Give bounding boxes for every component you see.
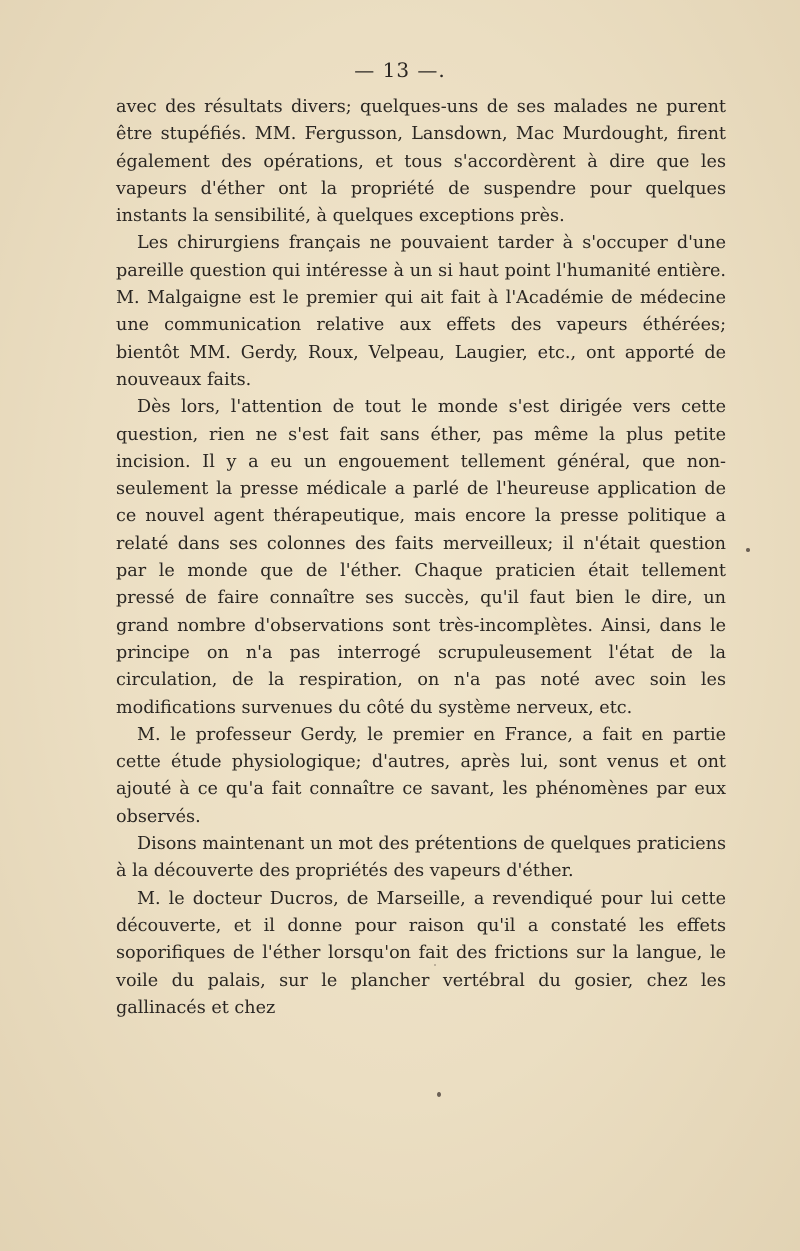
paragraph-3: Dès lors, l'attention de tout le monde s'est dirigée vers cette question, rien ne s'est fait sans éther, pas même la plus petite incision. Il y a eu un engouement tellement général, que non-seulement la presse médicale a parlé de l'heureuse application de ce nouvel agent thérapeutique, mais encore la presse politique a relaté dans ses colonnes des faits merveilleux; il n'était question par le monde que de l'éther. Chaque praticien était tellement pressé de faire connaître ses succès, qu'il faut bien le dire, un grand nombre d'observations sont très-incomplètes. Ainsi, dans le principe on n'a pas interrogé scrupuleusement l'état de la circulation, de la respiration, on n'a pas noté avec soin les modifications survenues du côté du système nerveux, etc. (116, 397, 726, 718)
paragraph-2: Les chirurgiens français ne pouvaient tarder à s'occuper d'une pareille question qui intéresse à un si haut point l'humanité entière. M. Malgaigne est le premier qui ait fait à l'Académie de médecine une communication relative aux effets des vapeurs éthérées; bientôt MM. Gerdy, Roux, Velpeau, Laugier, etc., ont apporté de nouveaux faits. (116, 233, 726, 390)
page-number: — 13 —. (354, 58, 446, 82)
paragraph-4: M. le professeur Gerdy, le premier en France, a fait en partie cette étude physiologique; d'autres, après lui, sont venus et ont ajouté à ce qu'a fait connaître ce savant, les phénomènes par eux observés. (116, 724, 726, 827)
paper-speck (437, 1092, 441, 1097)
paragraph-1: avec des résultats divers; quelques-uns de ses malades ne purent être stupéfiés. MM. Fergusson, Lansdown, Mac Murdought, firent également des opérations, et tous s'accordèrent à dire que les vapeurs d'éther ont la propriété de suspendre pour quelques instants la sensibilité, à quelques exceptions près. (116, 97, 726, 227)
paragraph-6: M. le docteur Ducros, de Marseille, a revendiqué pour lui cette découverte, et il donne pour raison qu'il a constaté les effets soporifiques de l'éther lorsqu'on fait des frictions sur la langue, le voile du palais, sur le plancher vertébral du gosier, chez les gallinacés et chez (116, 888, 726, 1018)
paragraph-5: Disons maintenant un mot des prétentions de quelques praticiens à la découverte des propriétés des vapeurs d'éther. (116, 834, 726, 882)
paper-speck (434, 964, 436, 966)
body-text (116, 94, 726, 1022)
paper-speck (746, 548, 750, 552)
